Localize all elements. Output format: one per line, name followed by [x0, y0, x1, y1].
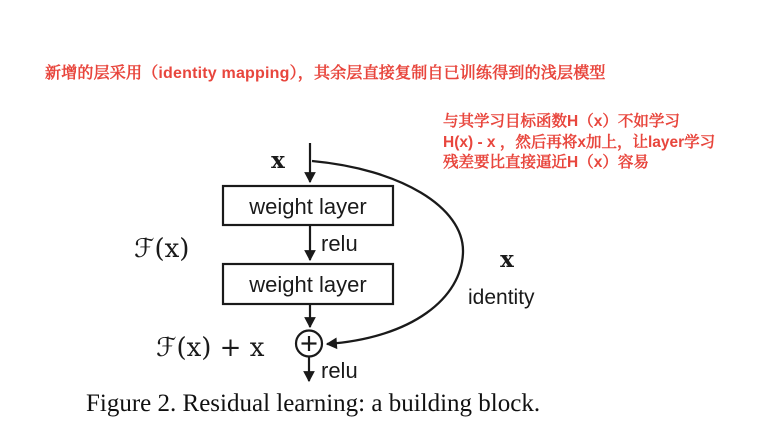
annotation-side-note-line-3: 残差要比直接逼近H（x）容易 [443, 154, 649, 171]
relu-out-label: relu [321, 358, 358, 383]
weight-layer-1-label: weight layer [249, 194, 367, 219]
annotation-top-note: 新增的层采用（identity mapping），其余层直接复制自已训练得到的浅层模型 [45, 65, 606, 82]
figure-caption: Figure 2. Residual learning: a building block. [86, 390, 541, 417]
annotation-side-note-line-1: 与其学习目标函数H（x）不如学习 [443, 113, 680, 130]
identity-label: identity [468, 286, 535, 309]
input-x-label: x [271, 147, 285, 174]
annotation-side-note-line-2: H(x) - x ，然后再将x加上，让layer学习 [443, 133, 716, 151]
relu-mid-label: relu [321, 231, 358, 256]
weight-layer-2-label: weight layer [249, 272, 367, 297]
identity-x-label: x [500, 246, 514, 273]
output-sum-label: ℱ(x) + x [156, 333, 265, 363]
residual-function-label: ℱ(x) [134, 234, 190, 264]
